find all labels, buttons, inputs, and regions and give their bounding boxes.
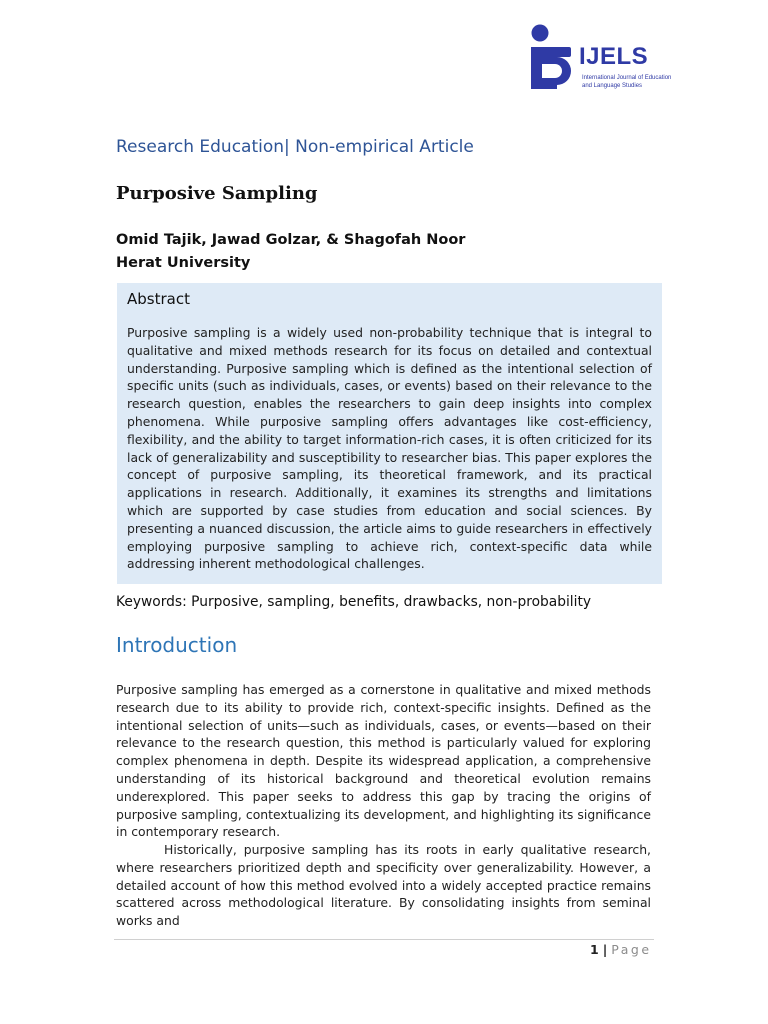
logo-tagline	[582, 74, 671, 90]
page-footer	[590, 942, 652, 957]
author-affiliation: Herat University	[116, 255, 251, 271]
ijels-logo-mark-icon	[527, 22, 577, 94]
article-category: Research Education| Non-empirical Article	[116, 137, 474, 157]
page-word: Page	[611, 942, 652, 957]
introduction-paragraph: Purposive sampling has emerged as a cornerstone in qualitative and mixed methods research due to its ability to provide rich, context-specific insights. Defined as the intentional selection of units—such as individuals, cases, or events—based on their relevance to the research question, this method is particularly valued for exploring complex phenomena in depth. Despite its widespread application, a comprehensive understanding of its historical background and theoretical evolution remains underexplored. This paper seeks to address this gap by tracing the origins of purposive sampling, contextualizing its development, and highlighting its significance in contemporary research.	[116, 682, 651, 840]
introduction-heading: Introduction	[116, 633, 238, 657]
keywords-line	[116, 594, 591, 610]
keywords-values: Purposive, sampling, benefits, drawbacks, non-probability	[191, 594, 592, 610]
introduction-paragraph: Historically, purposive sampling has its roots in early qualitative research, where researchers prioritized depth and specificity over generalizability. However, a detailed account of how this method evolved into a widely accepted practice remains scattered across methodological literature. By consolidating insights from seminal works and	[116, 842, 651, 929]
logo-tagline-line2: and Language Studies	[582, 83, 643, 89]
author-list: Omid Tajik, Jawad Golzar, & Shagofah Noor	[116, 232, 466, 248]
paper-title: Purposive Sampling	[116, 183, 318, 204]
journal-logo	[527, 22, 687, 94]
abstract-text: Purposive sampling is a widely used non-probability technique that is integral to qualitative and mixed methods research for its focus on detailed and contextual understanding. Purposive sampling which is defined as the intentional selection of specific units (such as individuals, cases, or events) based on their relevance to the research question, enables the researchers to gain deep insights into complex phenomena. While purposive sampling offers advantages like cost-efficiency, flexibility, and the ability to target information-rich cases, it is often criticized for its lack of generalizability and susceptibility to researcher bias. This paper explores the concept of purposive sampling, its theoretical framework, and its practical applications in research. Additionally, it examines its strengths and limitations which are supported by case studies from education and social sciences. By presenting a nuanced discussion, the article aims to guide researchers in effectively employing purposive sampling to achieve rich, context-specific data while addressing inherent methodological challenges.	[127, 325, 652, 572]
abstract-box	[117, 283, 662, 584]
footer-divider	[114, 939, 654, 940]
abstract-heading: Abstract	[127, 290, 190, 308]
keywords-label: Keywords:	[116, 594, 187, 610]
page-separator: |	[602, 942, 608, 957]
logo-wordmark: IJELS	[579, 43, 649, 70]
page-number: 1	[590, 942, 599, 957]
logo-tagline-line1: International Journal of Education	[582, 75, 672, 81]
